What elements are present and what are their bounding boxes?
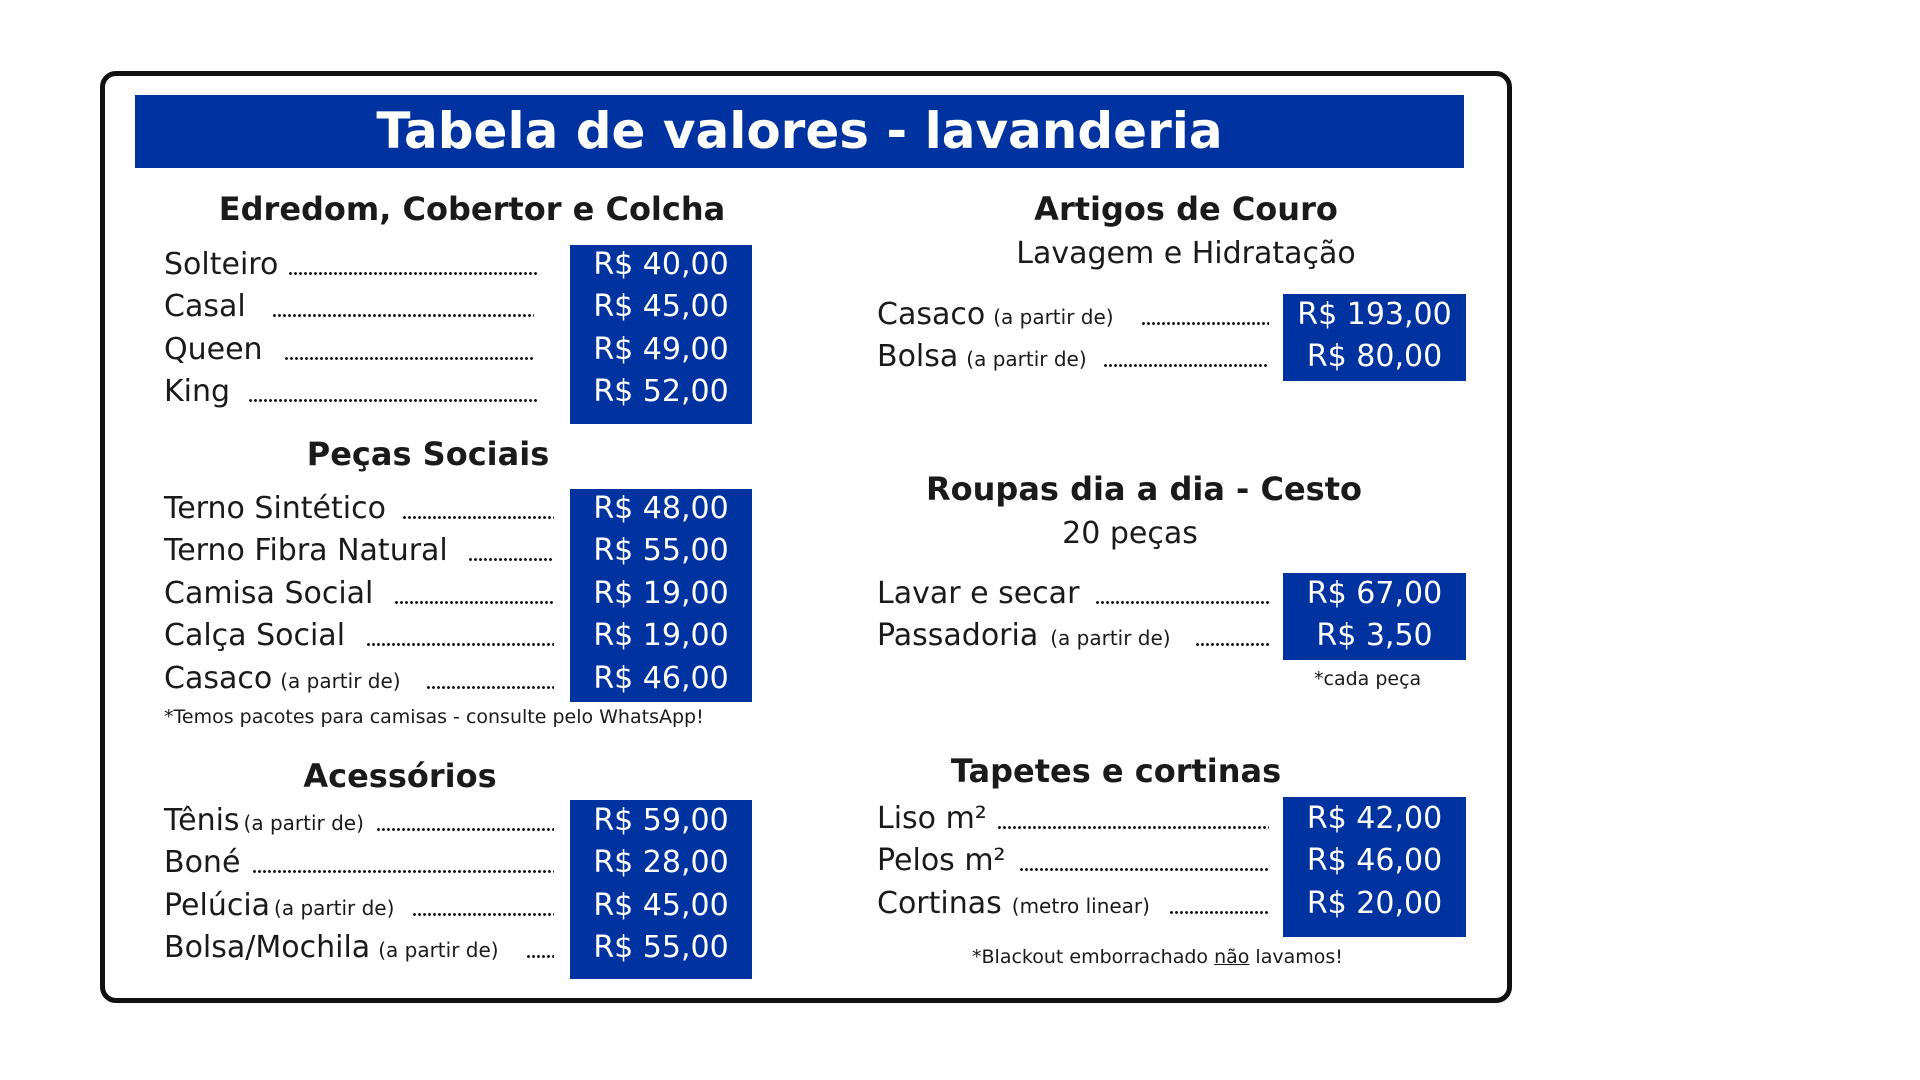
- item-price: R$ 59,00: [593, 803, 729, 838]
- list-item: [164, 530, 752, 572]
- dot-leader: [412, 885, 554, 927]
- item-label: Lavar e secar: [877, 576, 1080, 611]
- section-title-tapetes: Tapetes e cortinas: [950, 752, 1282, 790]
- dot-leader: [1095, 573, 1269, 615]
- dot-leader: [526, 927, 554, 969]
- dot-leader: [1195, 615, 1269, 657]
- dot-leader: [288, 244, 538, 286]
- item-label: Pelúcia: [164, 887, 271, 923]
- list-item: [877, 573, 1466, 615]
- item-price: R$ 19,00: [593, 575, 729, 611]
- list-item: [164, 800, 752, 842]
- list-item: [164, 615, 752, 657]
- item-label: King: [164, 374, 231, 410]
- list-item: [877, 615, 1466, 657]
- dot-leader: [1141, 294, 1269, 336]
- item-price: R$ 55,00: [593, 930, 729, 966]
- item-label: Boné: [164, 845, 241, 881]
- item-price: R$ 20,00: [1306, 885, 1443, 921]
- item-price: R$ 45,00: [593, 887, 729, 923]
- list-item: [877, 840, 1466, 882]
- item-price: R$ 52,00: [593, 374, 729, 410]
- item-price: R$ 80,00: [1306, 339, 1443, 375]
- item-label: Calça Social: [164, 618, 346, 654]
- footnote-sociais: *Temos pacotes para camisas - consulte pelo WhatsApp!: [164, 706, 704, 728]
- section-title-sociais: Peças Sociais: [306, 435, 550, 473]
- item-label: Queen: [164, 331, 263, 367]
- dot-leader: [426, 658, 554, 700]
- dot-leader: [272, 286, 534, 328]
- list-acessorios: [164, 800, 752, 970]
- item-label: Passadoria: [877, 618, 1039, 654]
- dot-leader: [402, 488, 554, 530]
- list-edredom: [164, 244, 752, 414]
- footnote-emphasis: não: [1214, 946, 1250, 968]
- section-title-couro: Artigos de Couro: [1034, 190, 1338, 228]
- item-label: Casal: [164, 289, 246, 325]
- section-title-cesto: Roupas dia a dia - Cesto: [926, 470, 1362, 508]
- item-price: R$ 67,00: [1306, 576, 1443, 611]
- dot-leader: [1103, 336, 1269, 378]
- item-price: R$ 42,00: [1306, 801, 1443, 836]
- list-item: [164, 658, 752, 700]
- item-label: Terno Fibra Natural: [164, 533, 448, 569]
- footnote-text-post: lavamos!: [1249, 946, 1343, 968]
- item-price: R$ 3,50: [1316, 618, 1433, 654]
- item-price: R$ 49,00: [593, 331, 729, 367]
- dot-leader: [997, 798, 1269, 840]
- dot-leader: [468, 530, 554, 572]
- item-price: R$ 19,00: [593, 618, 729, 654]
- item-label: Solteiro: [164, 247, 279, 282]
- dot-leader: [376, 800, 554, 842]
- dot-leader: [1019, 840, 1269, 882]
- list-item: [164, 885, 752, 927]
- item-note: (a partir de): [966, 347, 1087, 372]
- item-price: R$ 193,00: [1297, 297, 1452, 332]
- dot-leader: [1169, 883, 1269, 925]
- dot-leader: [284, 329, 534, 371]
- section-subtitle-couro: Lavagem e Hidratação: [1016, 236, 1356, 271]
- list-item: [164, 488, 752, 530]
- footnote-tapetes: [972, 946, 1343, 968]
- item-price: R$ 40,00: [593, 247, 729, 282]
- item-note: (a partir de): [274, 895, 395, 920]
- list-item: [164, 244, 752, 286]
- item-note: (a partir de): [993, 305, 1114, 329]
- list-couro: [877, 294, 1466, 379]
- item-label: Camisa Social: [164, 575, 374, 611]
- item-price: R$ 46,00: [1306, 843, 1443, 879]
- page-title: Tabela de valores - lavanderia: [135, 95, 1464, 168]
- item-note: (a partir de): [280, 668, 401, 693]
- item-label: Bolsa/Mochila: [164, 930, 371, 966]
- item-price: R$ 48,00: [593, 491, 729, 526]
- section-subtitle-cesto: 20 peças: [1062, 516, 1198, 551]
- list-item: [164, 329, 752, 371]
- section-title-edredom: Edredom, Cobertor e Colcha: [218, 190, 726, 228]
- list-item: [877, 294, 1466, 336]
- list-item: [877, 883, 1466, 925]
- item-price: R$ 28,00: [593, 845, 729, 881]
- item-label: Casaco: [164, 660, 273, 696]
- list-item: [877, 336, 1466, 378]
- item-label: Pelos m²: [877, 843, 1006, 879]
- list-item: [164, 573, 752, 615]
- item-note: (a partir de): [1050, 626, 1171, 651]
- item-price: R$ 55,00: [593, 533, 729, 569]
- item-label: Cortinas: [877, 885, 1002, 921]
- item-label: Bolsa: [877, 339, 959, 375]
- dot-leader: [366, 615, 554, 657]
- list-sociais: [164, 488, 752, 700]
- list-cesto: [877, 573, 1466, 658]
- item-label: Liso m²: [877, 801, 987, 836]
- list-item: [164, 927, 752, 969]
- item-label: Casaco: [877, 297, 986, 332]
- footnote-cesto: *cada peça: [1314, 668, 1422, 690]
- item-note: (a partir de): [243, 811, 364, 835]
- item-note: (metro linear): [1011, 893, 1150, 918]
- list-tapetes: [877, 798, 1466, 925]
- section-title-acessorios: Acessórios: [303, 757, 497, 795]
- dot-leader: [394, 573, 554, 615]
- list-item: [164, 371, 752, 413]
- item-label: Tênis: [164, 803, 240, 838]
- list-item: [877, 798, 1466, 840]
- list-item: [164, 842, 752, 884]
- dot-leader: [248, 371, 538, 413]
- item-note: (a partir de): [378, 938, 499, 963]
- item-price: R$ 45,00: [593, 289, 729, 325]
- dot-leader: [252, 842, 554, 884]
- list-item: [164, 286, 752, 328]
- item-price: R$ 46,00: [593, 660, 729, 696]
- item-label: Terno Sintético: [164, 491, 386, 526]
- footnote-text-pre: *Blackout emborrachado: [972, 946, 1215, 968]
